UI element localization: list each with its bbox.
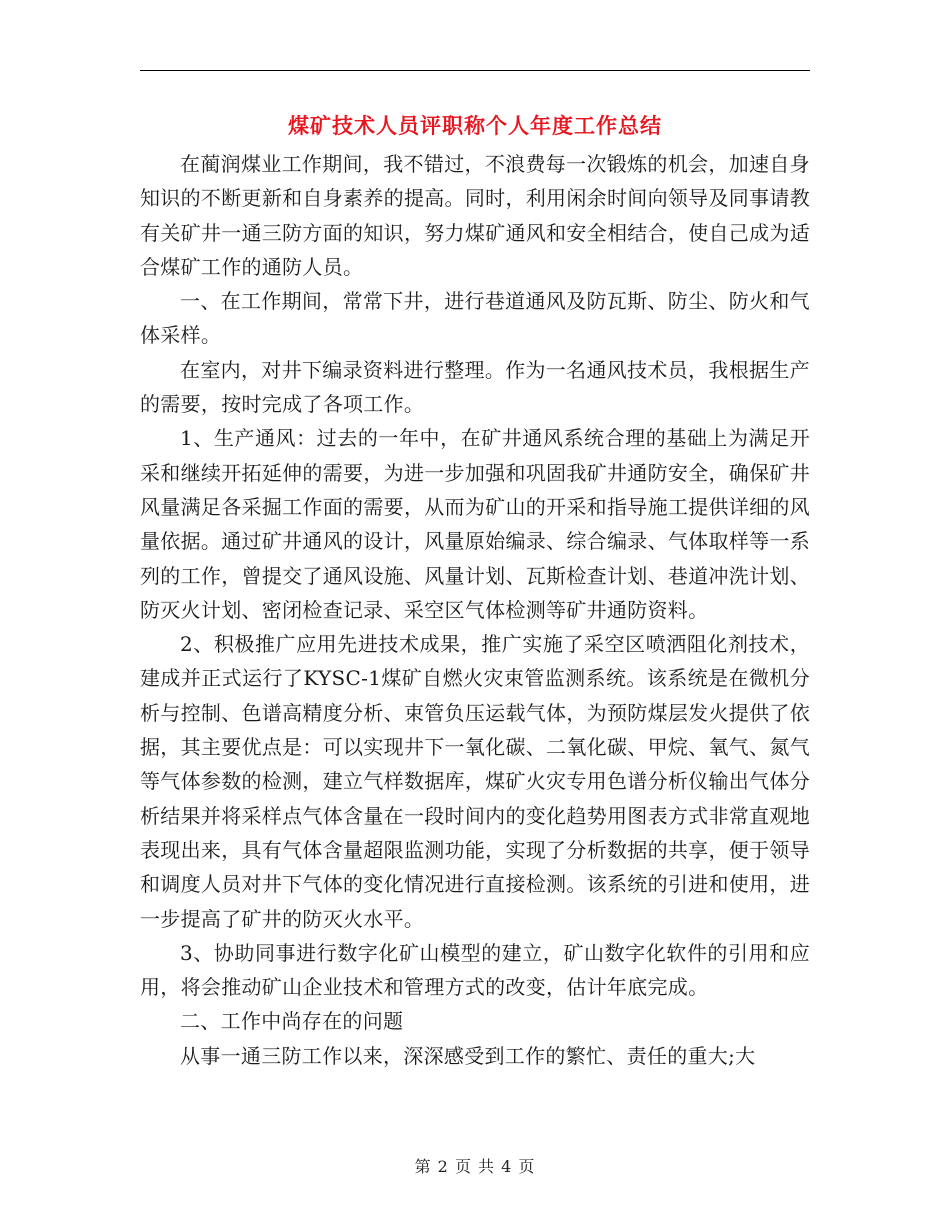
paragraph: 在室内，对井下编录资料进行整理。作为一名通风技术员，我根据生产的需要，按时完成了各项工作。 <box>140 357 810 417</box>
paragraph: 2、积极推广应用先进技术成果，推广实施了采空区喷洒阻化剂技术，建成并正式运行了KYSC-1煤矿自燃火灾束管监测系统。该系统是在微机分析与控制、色谱高精度分析、束管负压运载气体，为预防煤层发火提供了依据，其主要优点是：可以实现井下一氧化碳、二氧化碳、甲烷、氧气、氮气等气体参数的检测，建立气样数据库，煤矿火灾专用色谱分析仪输出气体分析结果并将采样点气体含量在一段时间内的变化趋势用图表方式非常直观地表现出来，具有气体含量超限监测功能，实现了分析数据的共享，便于领导和调度人员对井下气体的变化情况进行直接检测。该系统的引进和使用，进一步提高了矿井的防灭火水平。 <box>140 632 810 931</box>
paragraph: 从事一通三防工作以来，深深感受到工作的繁忙、责任的重大;大 <box>180 1043 756 1068</box>
section-heading: 二、工作中尚存在的问题 <box>180 1009 404 1034</box>
page-number-footer: 第 2 页 共 4 页 <box>414 1157 536 1176</box>
header-rule <box>140 70 810 71</box>
document-title: 煤矿技术人员评职称个人年度工作总结 <box>288 114 662 138</box>
paragraph: 一、在工作期间，常常下井，进行巷道通风及防瓦斯、防尘、防火和气体采样。 <box>140 289 810 348</box>
paragraph: 在蔺润煤业工作期间，我不错过，不浪费每一次锻炼的机会，加速自身知识的不断更新和自身素养的提高。同时，利用闲余时间向领导及同事请教有关矿井一通三防方面的知识，努力煤矿通风和安全相结合，使自己成为适合煤矿工作的通防人员。 <box>140 152 810 279</box>
document-body <box>140 147 810 1073</box>
paragraph: 3、协助同事进行数字化矿山模型的建立，矿山数字化软件的引用和应用，将会推动矿山企业技术和管理方式的改变，估计年底完成。 <box>140 940 810 1000</box>
paragraph: 1、生产通风：过去的一年中，在矿井通风系统合理的基础上为满足开采和继续开拓延伸的需要，为进一步加强和巩固我矿井通防安全，确保矿井风量满足各采掘工作面的需要，从而为矿山的开采和指导施工提供详细的风量依据。通过矿井通风的设计，风量原始编录、综合编录、气体取样等一系列的工作，曾提交了通风设施、风量计划、瓦斯检查计划、巷道冲洗计划、防灭火计划、密闭检查记录、采空区气体检测等矿井通防资料。 <box>140 426 810 622</box>
